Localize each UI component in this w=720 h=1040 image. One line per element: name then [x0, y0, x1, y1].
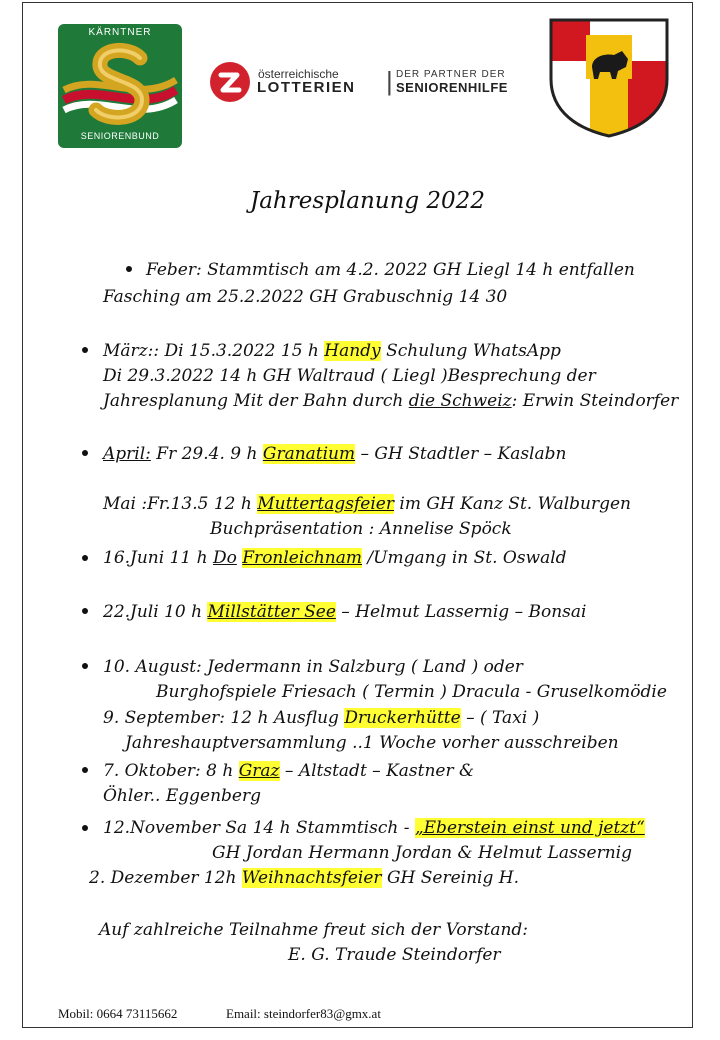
- bullet: [126, 266, 132, 272]
- bullet: [82, 663, 88, 669]
- event-okt-line2: Öhler.. Eggenberg: [103, 786, 261, 806]
- event-feb-line2: Fasching am 25.2.2022 GH Grabuschnig 14 30: [103, 287, 508, 307]
- bullet: [82, 825, 88, 831]
- event-dez: 2. Dezember 12h Weihnachtsfeier GH Sereinig H.: [89, 868, 519, 888]
- lotterien-line1: österreichische: [258, 67, 339, 81]
- lotterien-line3: DER PARTNER DER: [396, 69, 506, 80]
- highlight-millstaetter-see: Millstätter See: [207, 602, 336, 622]
- lotterien-logo-icon: [208, 60, 252, 104]
- event-sep-line1: 9. September: 12 h Ausflug Druckerhütte – ( Taxi ): [103, 708, 540, 728]
- event-mar-line1: März:: Di 15.3.2022 15 h Handy Schulung WhatsApp: [103, 341, 561, 361]
- lotterien-line4: SENIORENHILFE: [396, 80, 508, 95]
- event-jun: 16.Juni 11 h Do Fronleichnam /Umgang in St. Oswald: [103, 548, 567, 568]
- event-okt-line1: 7. Oktober: 8 h Graz – Altstadt – Kastner &: [103, 761, 475, 781]
- event-aug-line1: 10. August: Jedermann in Salzburg ( Land ) oder: [103, 657, 523, 677]
- bullet: [82, 555, 88, 561]
- event-aug-line2: Burghofspiele Friesach ( Termin ) Dracula - Gruselkomödie: [156, 682, 667, 702]
- event-nov-line1: 12.November Sa 14 h Stammtisch - „Eberstein einst und jetzt“: [103, 818, 645, 838]
- highlight-eberstein: „Eberstein einst und jetzt“: [414, 818, 645, 838]
- highlight-graz: Graz: [238, 761, 280, 781]
- bullet: [82, 608, 88, 614]
- logo-text-bottom: SENIORENBUND: [80, 131, 160, 141]
- footer-email: Email: steindorfer83@gmx.at: [226, 1006, 381, 1021]
- highlight-druckerhuette: Druckerhütte: [344, 708, 461, 728]
- bullet: [82, 450, 88, 456]
- bullet: [82, 347, 88, 353]
- highlight-muttertagsfeier: Muttertagsfeier: [257, 494, 394, 514]
- highlight-fronleichnam: Fronleichnam: [242, 548, 362, 568]
- event-apr: April: Fr 29.4. 9 h Granatium – GH Stadtler – Kaslabn: [103, 444, 567, 464]
- closing-line1: Auf zahlreiche Teilnahme freut sich der Vorstand:: [99, 920, 529, 940]
- footer-mobile: Mobil: 0664 73115662: [58, 1006, 178, 1021]
- crest-icon: [548, 17, 670, 139]
- event-jul: 22.Juli 10 h Millstätter See – Helmut Lassernig – Bonsai: [103, 602, 587, 622]
- logo-text-top: KÄRNTNER: [88, 27, 152, 38]
- page-title: Jahresplanung 2022: [250, 188, 485, 214]
- seniorenbund-logo: [58, 24, 182, 148]
- event-mai-line1: Mai :Fr.13.5 12 h Muttertagsfeier im GH Kanz St. Walburgen: [103, 494, 632, 514]
- event-mar-line2: Di 29.3.2022 14 h GH Waltraud ( Liegl )Besprechung der: [103, 366, 596, 386]
- highlight-granatium: Granatium: [262, 444, 356, 464]
- lotterien-line2: LOTTERIEN: [257, 79, 356, 96]
- lotterien-separator: |: [386, 66, 393, 96]
- bullet: [82, 767, 88, 773]
- highlight-weihnachtsfeier: Weihnachtsfeier: [241, 868, 382, 888]
- event-mar-line3: Jahresplanung Mit der Bahn durch die Schweiz: Erwin Steindorfer: [103, 391, 679, 411]
- event-sep-line2: Jahreshauptversammlung ..1 Woche vorher ausschreiben: [125, 733, 619, 753]
- event-mai-line2: Buchpräsentation : Annelise Spöck: [210, 519, 512, 539]
- highlight-handy: Handy: [324, 341, 381, 361]
- event-feb-line1: Feber: Stammtisch am 4.2. 2022 GH Liegl 14 h entfallen: [146, 260, 635, 280]
- closing-signature: E. G. Traude Steindorfer: [288, 945, 501, 965]
- event-nov-line2: GH Jordan Hermann Jordan & Helmut Lassernig: [212, 843, 632, 863]
